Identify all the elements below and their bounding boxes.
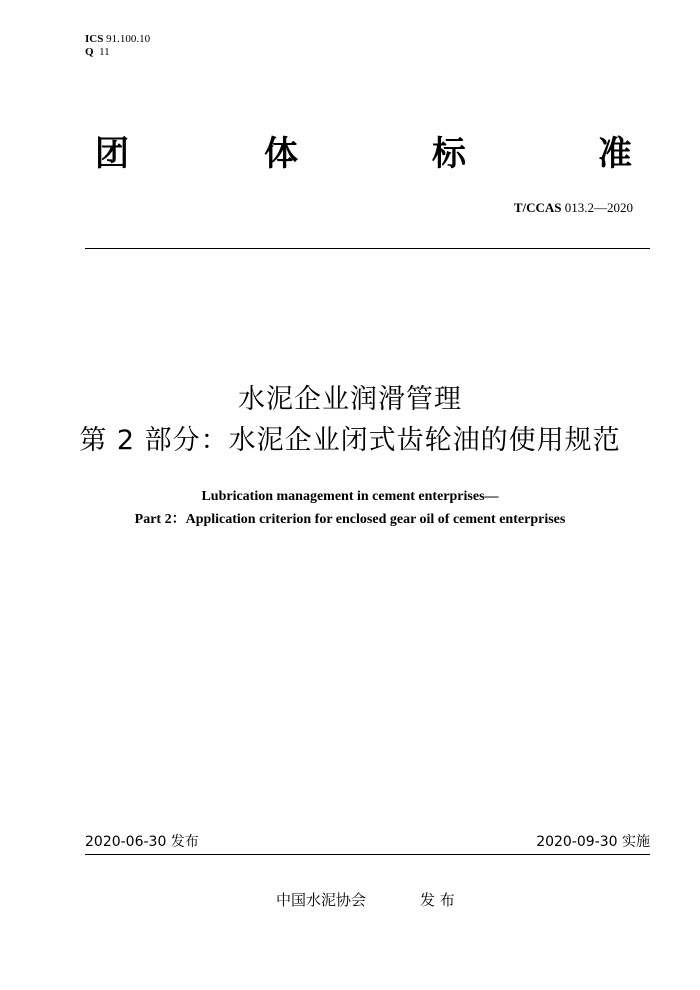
standard-number-value: 013.2—2020	[564, 200, 633, 215]
standard-type-char-3: 标	[432, 134, 466, 174]
standard-number-prefix: T/CCAS	[513, 200, 562, 215]
standard-type-char-4: 准	[598, 134, 632, 174]
ics-label: ICS	[85, 33, 104, 45]
implement-date: 2020-09-30 实施	[536, 834, 650, 850]
ccs-code-line	[85, 46, 150, 59]
classification-codes	[85, 33, 150, 59]
ccs-label: Q	[85, 46, 94, 58]
standard-type-char-2: 体	[264, 134, 298, 174]
publish-date: 2020-06-30 发布	[85, 834, 199, 850]
ics-code: 91.100.10	[106, 33, 151, 45]
title-en-line1: Lubrication management in cement enterprises—	[201, 489, 499, 504]
ccs-code: 11	[99, 46, 110, 58]
title-cn-line1: 水泥企业润滑管理	[238, 384, 462, 415]
standard-type-char-1: 团	[95, 134, 129, 174]
issuer-name: 中国水泥协会	[276, 891, 367, 909]
footer-divider	[85, 854, 650, 855]
ics-code-line	[85, 33, 150, 46]
issuer-action: 发 布	[420, 891, 455, 909]
header-divider	[85, 248, 650, 249]
standard-number	[514, 200, 633, 216]
title-en-line2: Part 2：Application criterion for enclosed gear oil of cement enterprises	[134, 512, 566, 527]
title-cn-line2: 第 2 部分：水泥企业闭式齿轮油的使用规范	[79, 425, 621, 456]
